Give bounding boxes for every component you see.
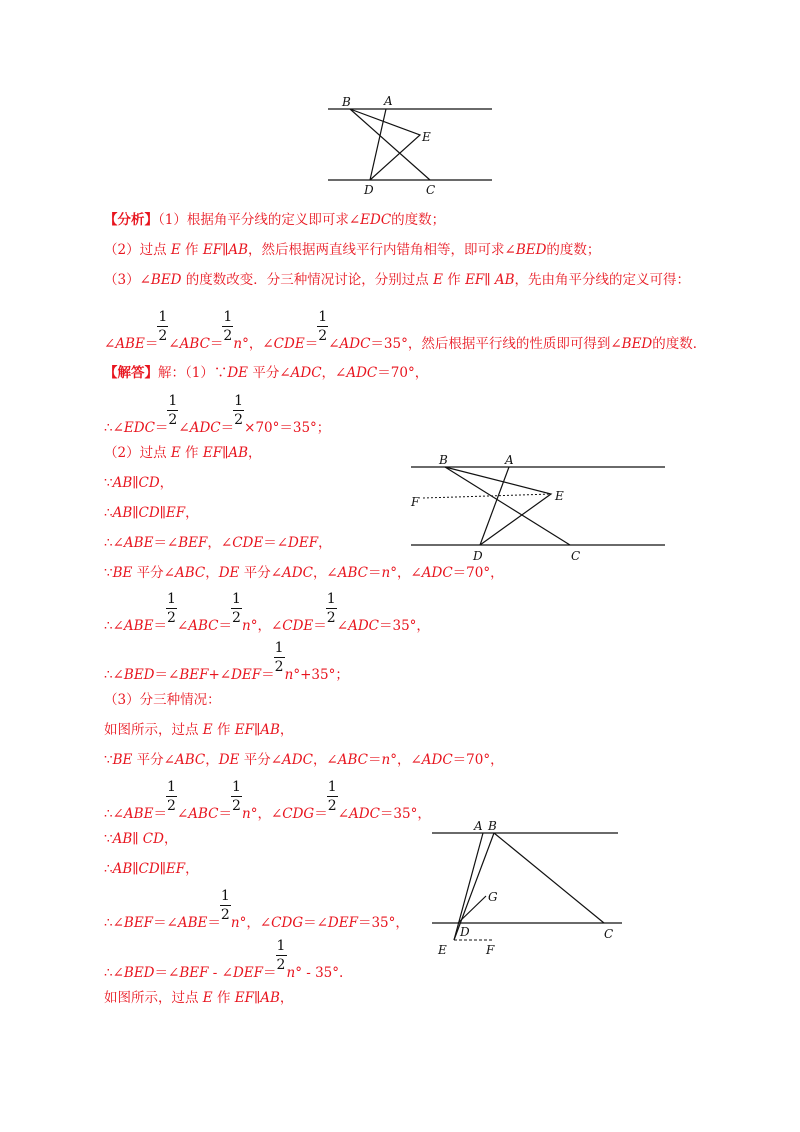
label-d: D <box>473 549 483 563</box>
solution-line <box>104 364 428 382</box>
text-run: ， <box>279 722 294 738</box>
text-run: 的度数． <box>652 336 707 352</box>
text-run: 作 <box>180 445 203 461</box>
text-run: ＝ <box>218 618 232 634</box>
solution-line <box>104 271 690 289</box>
text-run: ＝35°， <box>379 618 430 634</box>
solution-line <box>104 640 349 684</box>
text-run: 作 <box>212 722 235 738</box>
text-run: 平分∠ <box>239 565 283 581</box>
text-run: ，然后根据两直线平行内错角相等，即可求∠ <box>248 242 516 258</box>
text-run: ∴∠ <box>104 420 124 436</box>
text-run: ， <box>163 831 178 847</box>
text-run: ∥ <box>132 831 143 847</box>
text-run: °，∠ <box>239 915 272 931</box>
text-run: ADC <box>189 420 221 436</box>
solution-line <box>104 504 199 522</box>
text-run: ， <box>279 990 294 1006</box>
fraction-denominator: 2 <box>327 798 337 814</box>
fraction-bar <box>166 608 177 609</box>
text-run: ∴∠ <box>104 618 124 634</box>
text-run: ABC <box>179 336 210 352</box>
label-e: E <box>422 130 431 144</box>
text-run: ∠ <box>104 336 116 352</box>
text-run: 如图所示，过点 <box>104 990 203 1006</box>
text-run: ＝ <box>220 420 235 436</box>
label-e: E <box>555 489 564 503</box>
text-run: °，∠ <box>250 618 283 634</box>
text-run: ＝70°， <box>452 565 504 581</box>
fraction-numerator: 1 <box>276 938 286 954</box>
text-run: DEF <box>231 667 262 683</box>
text-run: ， <box>185 861 199 877</box>
text-run: BEF <box>178 535 208 551</box>
text-run: BE <box>112 565 133 581</box>
text-run: ＝∠ <box>263 535 289 551</box>
text-run: ∴∠ <box>104 535 124 551</box>
text-run: ∥ <box>253 722 261 738</box>
fraction-numerator: 1 <box>318 309 328 325</box>
text-run: E <box>170 445 181 461</box>
text-run: ＝ <box>154 420 169 436</box>
solution-line <box>104 830 177 848</box>
text-run: °，∠ <box>390 565 422 581</box>
text-run: ∴ <box>104 861 113 877</box>
text-run: ADC <box>421 752 453 768</box>
text-run: ， <box>318 535 332 551</box>
text-run: n <box>230 915 240 931</box>
text-run: CD <box>138 505 160 521</box>
text-run: ∥ <box>253 990 261 1006</box>
text-run: （2）过点 <box>104 242 171 258</box>
text-run: ＝∠ <box>303 915 328 931</box>
text-run: ADC <box>282 752 313 768</box>
solution-line <box>104 989 293 1007</box>
text-run: ABE <box>123 535 154 551</box>
text-run: EF <box>165 861 186 877</box>
text-run: ABE <box>123 618 154 634</box>
text-run: E <box>202 990 213 1006</box>
text-run: ∥ <box>484 272 495 288</box>
fraction-denominator: 2 <box>168 412 178 428</box>
text-run: EF <box>202 242 223 258</box>
solution-line <box>104 721 293 739</box>
label-d: D <box>364 183 374 197</box>
text-run: （2）过点 <box>104 445 171 461</box>
fraction-numerator: 1 <box>232 779 241 795</box>
text-run: ∴ <box>104 505 113 521</box>
fraction-one-half <box>166 779 177 818</box>
text-run: 的度数； <box>546 242 601 258</box>
fraction-numerator: 1 <box>220 888 230 904</box>
text-run: ，∠ <box>312 752 338 768</box>
figure-2-parallel-lines <box>405 452 670 567</box>
text-run: °，∠ <box>242 336 274 352</box>
text-run: ＝ <box>209 336 224 352</box>
fraction-one-half <box>223 309 233 348</box>
text-run: AB <box>228 445 248 461</box>
text-run: CDE <box>273 336 305 352</box>
text-run: BED <box>123 965 155 981</box>
text-run: （3）分三种情况： <box>104 692 221 708</box>
solution-line <box>104 779 431 823</box>
fraction-denominator: 2 <box>234 412 244 428</box>
text-run: DEF <box>288 535 319 551</box>
label-b: B <box>488 819 497 833</box>
solution-line <box>104 393 331 437</box>
text-run: ∥ <box>159 861 166 877</box>
fraction-bar <box>276 955 287 956</box>
text-run: ∠ <box>336 618 349 634</box>
fraction-bar <box>231 608 242 609</box>
text-run: ＝ <box>368 752 382 768</box>
text-run: ABC <box>188 618 219 634</box>
text-run: ＝35°， <box>379 806 431 822</box>
text-run: ＝∠ <box>154 965 180 981</box>
text-run: ∠ <box>337 806 350 822</box>
text-run: EF <box>234 990 254 1006</box>
text-run: ∴∠ <box>104 965 124 981</box>
text-run: ∴∠ <box>104 667 124 683</box>
text-run: ，∠ <box>312 565 338 581</box>
fraction-one-half <box>276 938 287 977</box>
text-run: n <box>242 618 251 634</box>
fraction-denominator: 2 <box>232 798 241 814</box>
text-run: ，∠ <box>321 365 347 381</box>
text-run: ＝ <box>144 336 159 352</box>
text-run: CDE <box>232 535 264 551</box>
text-run: ABC <box>337 565 368 581</box>
fraction-bar <box>231 796 242 797</box>
fraction-numerator: 1 <box>234 393 244 409</box>
text-run: n <box>381 565 391 581</box>
fraction-numerator: 1 <box>327 779 337 795</box>
fraction-bar <box>157 326 168 327</box>
solution-line <box>104 241 600 259</box>
label-c: C <box>426 183 436 197</box>
text-run: ∥ <box>132 475 139 491</box>
text-run: ， <box>248 445 262 461</box>
text-run: AB <box>112 475 133 491</box>
text-run: ＝35°， <box>357 915 409 931</box>
text-run: ＝ <box>368 565 382 581</box>
text-run: ＝ <box>304 336 319 352</box>
text-run: 作 <box>442 272 466 288</box>
fraction-denominator: 2 <box>276 957 286 973</box>
text-run: EF <box>165 505 186 521</box>
text-run: AB <box>112 861 133 877</box>
label-f: F <box>486 943 495 957</box>
solution-line <box>104 474 173 492</box>
solution-line <box>104 691 221 709</box>
fraction-numerator: 1 <box>274 640 284 656</box>
text-run: ，∠ <box>207 535 233 551</box>
fraction-one-half <box>318 309 328 348</box>
fraction-numerator: 1 <box>326 591 336 607</box>
fraction-bar <box>167 410 178 411</box>
text-run: °，∠ <box>250 806 283 822</box>
text-run: ， <box>205 752 219 768</box>
fraction-one-half <box>327 779 338 818</box>
text-run: BEF <box>179 965 209 981</box>
text-run: ＝ <box>314 806 328 822</box>
solution-line <box>104 309 707 353</box>
fraction-bar <box>233 410 244 411</box>
text-run: ADC <box>290 365 322 381</box>
text-run: 作 <box>180 242 203 258</box>
text-run: ABC <box>188 806 219 822</box>
text-run: 平分∠ <box>248 365 291 381</box>
fraction-denominator: 2 <box>166 610 176 626</box>
text-run: BED <box>621 336 653 352</box>
text-run: ＝70°， <box>377 365 429 381</box>
text-run: CD <box>138 861 160 877</box>
text-run: ＝∠ <box>153 915 178 931</box>
fraction-denominator: 2 <box>166 798 176 814</box>
fraction-numerator: 1 <box>168 393 178 409</box>
text-run: E <box>433 272 443 288</box>
fraction-bar <box>222 326 233 327</box>
text-run: +∠ <box>208 667 232 683</box>
text-run: ABE <box>123 806 154 822</box>
text-run: ABC <box>174 752 206 768</box>
text-run: CD <box>142 831 164 847</box>
text-run: CDG <box>282 806 315 822</box>
solution-line <box>104 444 262 462</box>
text-run: 平分∠ <box>132 752 175 768</box>
text-run: CD <box>138 475 160 491</box>
text-run: ＝ <box>153 618 167 634</box>
text-run: ×70°＝35°； <box>244 420 331 436</box>
text-run: n <box>284 667 294 683</box>
fraction-denominator: 2 <box>220 907 230 923</box>
fraction-bar <box>166 796 177 797</box>
text-run: ∥ <box>222 242 229 258</box>
text-run: ＝ <box>261 667 275 683</box>
text-run: ∥ <box>132 861 139 877</box>
text-run: 平分∠ <box>239 752 283 768</box>
solution-line <box>104 534 332 552</box>
text-run: EF <box>465 272 485 288</box>
fraction-bar <box>317 326 328 327</box>
text-run: ADC <box>349 806 380 822</box>
fraction-numerator: 1 <box>166 779 176 795</box>
text-run: ∴∠ <box>104 915 124 931</box>
fraction-numerator: 1 <box>166 591 176 607</box>
solution-line <box>104 888 409 932</box>
text-run: AB <box>112 831 133 847</box>
fraction-denominator: 2 <box>274 659 284 675</box>
text-run: ＝ <box>207 915 221 931</box>
text-run: BEF <box>179 667 209 683</box>
figure-3-parallel-lines <box>428 816 628 961</box>
text-run: ∠ <box>328 336 340 352</box>
fraction-bar <box>220 905 231 906</box>
solution-line <box>104 938 344 982</box>
text-run: ADC <box>282 565 313 581</box>
fraction-denominator: 2 <box>158 328 168 344</box>
label-b: B <box>439 453 448 467</box>
label-a: A <box>505 453 514 467</box>
fraction-one-half <box>232 779 242 818</box>
text-run: n <box>381 752 391 768</box>
text-run: ∵ <box>104 752 113 768</box>
text-run: ＝70°， <box>452 752 504 768</box>
text-run: 作 <box>212 990 235 1006</box>
text-run: DE <box>218 565 240 581</box>
fraction-bar <box>274 657 285 658</box>
label-a: A <box>384 94 393 108</box>
text-run: ∴∠ <box>104 806 124 822</box>
text-run: AB <box>260 990 280 1006</box>
text-run: （1）根据角平分线的定义即可求∠ <box>158 212 361 228</box>
fraction-one-half <box>158 309 168 348</box>
label-a: A <box>474 819 483 833</box>
section-label: 【分析】 <box>104 212 158 228</box>
text-run: ＝ <box>263 965 277 981</box>
text-run: ∠ <box>176 806 189 822</box>
text-run: ∵ <box>104 565 113 581</box>
text-run: CDG <box>271 915 304 931</box>
text-run: ，先由角平分线的定义可得： <box>514 272 690 288</box>
text-run: ∵ <box>104 475 113 491</box>
solution-line <box>104 860 199 878</box>
text-run: 平分∠ <box>132 565 175 581</box>
text-run: E <box>170 242 181 258</box>
text-run: n <box>233 336 243 352</box>
text-run: ， <box>205 565 219 581</box>
text-run: ABE <box>115 336 145 352</box>
text-run: 解：（1）∵ <box>158 365 228 381</box>
text-run: AB <box>260 722 280 738</box>
section-label: 【解答】 <box>104 365 158 381</box>
text-run: °+35°； <box>293 667 349 683</box>
fraction-denominator: 2 <box>318 328 328 344</box>
label-c: C <box>571 549 581 563</box>
solution-line <box>104 751 504 769</box>
fraction-one-half <box>274 640 285 679</box>
text-run: AB <box>228 242 248 258</box>
text-run: ° - 35°. <box>295 965 344 981</box>
label-e: E <box>438 943 447 957</box>
figure-1-parallel-lines <box>320 92 500 202</box>
text-run: BED <box>515 242 547 258</box>
fraction-one-half <box>166 591 177 630</box>
text-run: E <box>202 722 213 738</box>
text-run: ＝ <box>153 806 167 822</box>
fraction-bar <box>327 796 338 797</box>
fraction-numerator: 1 <box>158 309 168 325</box>
fraction-one-half <box>234 393 244 432</box>
text-run: ＝35°，然后根据平行线的性质即可得到∠ <box>370 336 622 352</box>
text-run: ＝∠ <box>153 535 179 551</box>
fraction-one-half <box>168 393 178 432</box>
text-run: - ∠ <box>208 965 233 981</box>
text-run: EF <box>202 445 223 461</box>
fraction-denominator: 2 <box>232 610 241 626</box>
solution-line <box>104 211 445 229</box>
text-run: ABC <box>174 565 206 581</box>
solution-line <box>104 564 504 582</box>
text-run: ABC <box>337 752 368 768</box>
text-run: ∵ <box>104 831 113 847</box>
text-run: ∠ <box>168 336 180 352</box>
text-run: °，∠ <box>390 752 422 768</box>
text-run: EDC <box>360 212 392 228</box>
text-run: n <box>242 806 251 822</box>
label-b: B <box>342 95 351 109</box>
fraction-one-half <box>326 591 337 630</box>
text-run: 的度数； <box>391 212 446 228</box>
fraction-bar <box>326 608 337 609</box>
text-run: ∥ <box>159 505 166 521</box>
text-run: EF <box>234 722 254 738</box>
text-run: （3）∠ <box>104 272 151 288</box>
text-run: AB <box>494 272 515 288</box>
text-run: CDE <box>282 618 314 634</box>
text-run: ＝∠ <box>154 667 180 683</box>
text-run: ABE <box>177 915 208 931</box>
text-run: BE <box>112 752 133 768</box>
text-run: DEF <box>232 965 263 981</box>
text-run: ∠ <box>176 618 189 634</box>
text-run: ， <box>159 475 174 491</box>
label-f: F <box>411 495 420 509</box>
fraction-denominator: 2 <box>223 328 233 344</box>
text-run: 的度数改变．分三种情况讨论，分别过点 <box>181 272 434 288</box>
text-run: 如图所示，过点 <box>104 722 203 738</box>
text-run: DEF <box>327 915 358 931</box>
text-run: ＝ <box>218 806 232 822</box>
fraction-one-half <box>232 591 242 630</box>
text-run: ADC <box>421 565 453 581</box>
label-c: C <box>604 927 614 941</box>
text-run: ＝ <box>313 618 327 634</box>
text-run: ADC <box>339 336 371 352</box>
text-run: ， <box>185 505 199 521</box>
fraction-numerator: 1 <box>232 591 241 607</box>
text-run: ADC <box>346 365 378 381</box>
text-run: ∠ <box>178 420 190 436</box>
text-run: EDC <box>123 420 155 436</box>
text-run: AB <box>112 505 133 521</box>
fraction-denominator: 2 <box>326 610 336 626</box>
text-run: BED <box>123 667 155 683</box>
text-run: ∥ <box>222 445 229 461</box>
text-run: ∥ <box>132 505 139 521</box>
text-run: n <box>286 965 296 981</box>
fraction-one-half <box>220 888 231 927</box>
text-run: BEF <box>123 915 154 931</box>
text-run: DE <box>218 752 240 768</box>
label-d: D <box>460 925 470 939</box>
label-g: G <box>488 890 498 904</box>
solution-line <box>104 591 430 635</box>
text-run: ADC <box>348 618 379 634</box>
text-run: BED <box>150 272 182 288</box>
text-run: DE <box>227 365 249 381</box>
fraction-numerator: 1 <box>223 309 233 325</box>
